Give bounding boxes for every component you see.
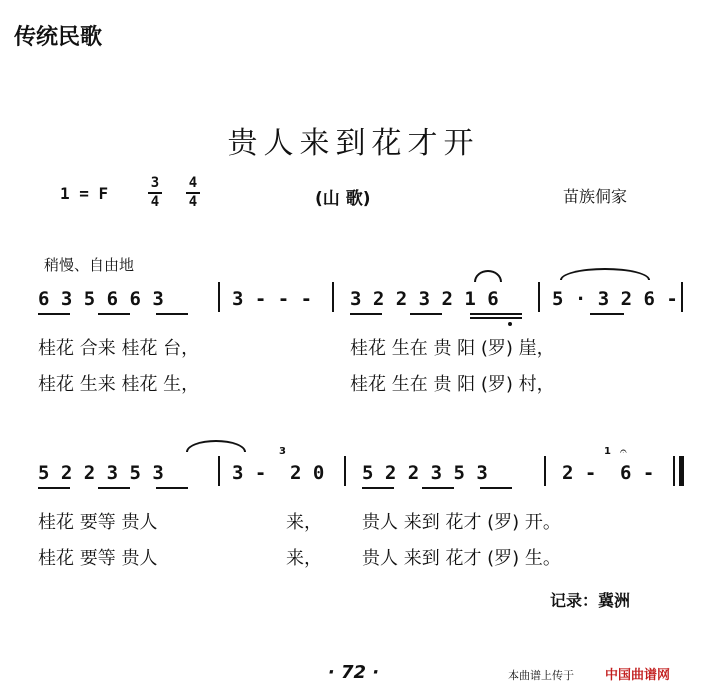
measure-5-notes: 5 2 2 3 5 3 [38,462,164,484]
beam [98,313,130,315]
upload-note: 本曲谱上传于 [508,669,574,682]
low-octave-dot [508,322,512,326]
measure-3-notes: 3 2 2 3 2 1 6 [350,288,499,310]
lyric-line-4c: 贵人 来到 花才 (罗) 生。 [362,548,561,569]
beam [350,313,382,315]
bar-line [332,282,334,312]
lyric-line-3b: 来， [286,512,322,533]
bar-line [218,282,220,312]
lyric-line-1b: 桂花 生在 贵 阳 (罗) 崖， [350,338,555,359]
measure-4-notes: 5 · 3 2 6 - [552,288,678,310]
song-subtitle: (山 歌) [315,189,371,209]
measure-6-notes-b: 2 0 [290,462,325,484]
beam [362,487,394,489]
measure-8-notes-a: 2 - [562,462,597,484]
grace-note: 3 [279,446,286,457]
grace-note: 1 [604,446,611,457]
lyric-line-4a: 桂花 要等 贵人 [38,548,158,569]
bar-line [673,456,675,486]
beam [156,313,188,315]
genre-heading: 传统民歌 [14,25,103,50]
beam [98,487,130,489]
measure-6-notes-a: 3 - [232,462,267,484]
key-signature: 1 = F [60,184,109,203]
lyric-line-3a: 桂花 要等 贵人 [38,512,158,533]
lyric-line-2b: 桂花 生在 贵 阳 (罗) 村， [350,374,555,395]
beam [422,487,454,489]
fermata-icon: 𝄐 [620,444,627,458]
beam [38,313,70,315]
recorder-credit: 记录：冀洲 [550,591,631,610]
bar-line [344,456,346,486]
slur [474,270,502,282]
beam [410,313,442,315]
tempo-marking: 稍慢、自由地 [44,256,135,274]
bar-line [218,456,220,486]
lyric-line-3c: 贵人 来到 花才 (罗) 开。 [362,512,561,533]
lyric-line-4b: 来， [286,548,322,569]
measure-2-notes: 3 - - - [232,288,313,310]
beam [156,487,188,489]
slur [560,268,650,280]
bar-line [681,282,683,312]
measure-7-notes: 5 2 2 3 5 3 [362,462,488,484]
page-number: · 72 · [327,662,380,683]
time-signature-4-4: 4 4 [186,176,200,210]
beam [470,313,522,315]
slur [186,440,246,452]
lyric-line-1a: 桂花 合来 桂花 台， [38,338,200,359]
beam [480,487,512,489]
beam [38,487,70,489]
song-title: 贵人来到花才开 [227,126,480,161]
time-signature-3-4: 3 4 [148,176,162,210]
site-logo[interactable]: 中国曲谱网 [605,668,671,683]
final-bar-line [679,456,684,486]
lyric-line-2a: 桂花 生来 桂花 生， [38,374,200,395]
measure-1-notes: 6 3 5 6 6 3 [38,288,164,310]
bar-line [544,456,546,486]
beam [470,317,522,319]
ethnic-attribution: 苗族侗家 [563,187,628,206]
bar-line [538,282,540,312]
beam [590,313,624,315]
measure-8-notes-b: 6 - [620,462,655,484]
